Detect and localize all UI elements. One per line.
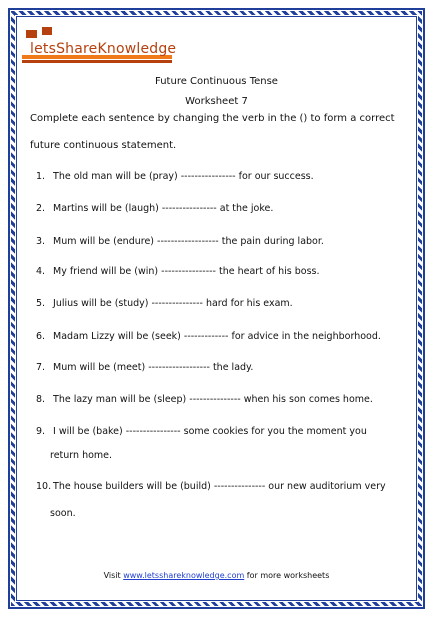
question-text: The lazy man will be (sleep) --------------- when his son comes home. bbox=[53, 394, 373, 405]
question-text-continued: soon. bbox=[50, 508, 76, 519]
question-text: I will be (bake) ---------------- some cookies for you the moment you bbox=[53, 426, 367, 437]
question-number: 3. bbox=[36, 236, 46, 247]
worksheet-subtitle: Worksheet 7 bbox=[185, 96, 248, 107]
footer-website-link[interactable]: www.letsshareknowledge.com bbox=[123, 571, 245, 580]
footer-suffix: for more worksheets bbox=[244, 571, 330, 580]
question-item bbox=[36, 362, 406, 373]
question-text: Julius will be (study) --------------- hard for his exam. bbox=[53, 298, 293, 309]
question-text: The old man will be (pray) ---------------- for our success. bbox=[53, 171, 314, 182]
question-item bbox=[36, 266, 406, 277]
question-text: Mum will be (endure) ------------------ the pain during labor. bbox=[53, 236, 324, 247]
footer-prefix: Visit bbox=[103, 571, 124, 580]
question-number: 1. bbox=[36, 171, 46, 182]
worksheet-title: Future Continuous Tense bbox=[155, 76, 278, 87]
question-number: 6. bbox=[36, 331, 46, 342]
question-text: Madam Lizzy will be (seek) ------------- for advice in the neighborhood. bbox=[53, 331, 381, 342]
question-number: 2. bbox=[36, 203, 46, 214]
question-number: 8. bbox=[36, 394, 46, 405]
question-number: 10. bbox=[36, 481, 52, 492]
question-text: Mum will be (meet) ------------------ the lady. bbox=[53, 362, 254, 373]
site-logo bbox=[22, 24, 177, 68]
question-item bbox=[36, 171, 406, 182]
question-number: 7. bbox=[36, 362, 46, 373]
instruction-line-1: Complete each sentence by changing the verb in the () to form a correct bbox=[30, 113, 395, 124]
question-text: Martins will be (laugh) ---------------- at the joke. bbox=[53, 203, 274, 214]
question-number: 4. bbox=[36, 266, 46, 277]
question-item bbox=[36, 394, 406, 405]
question-text: My friend will be (win) ---------------- the heart of his boss. bbox=[53, 266, 320, 277]
question-number: 5. bbox=[36, 298, 46, 309]
footer bbox=[0, 571, 433, 580]
question-number: 9. bbox=[36, 426, 46, 437]
question-item bbox=[36, 481, 406, 492]
question-item bbox=[36, 331, 406, 342]
question-item bbox=[36, 203, 406, 214]
question-item bbox=[36, 298, 406, 309]
instruction-line-2: future continuous statement. bbox=[30, 140, 177, 151]
question-text-continued: return home. bbox=[50, 450, 113, 461]
question-item bbox=[36, 426, 406, 437]
question-text: The house builders will be (build) --------------- our new auditorium very bbox=[53, 481, 386, 492]
question-item bbox=[36, 236, 406, 247]
logo-text: letsShareKnowledge bbox=[30, 41, 177, 57]
